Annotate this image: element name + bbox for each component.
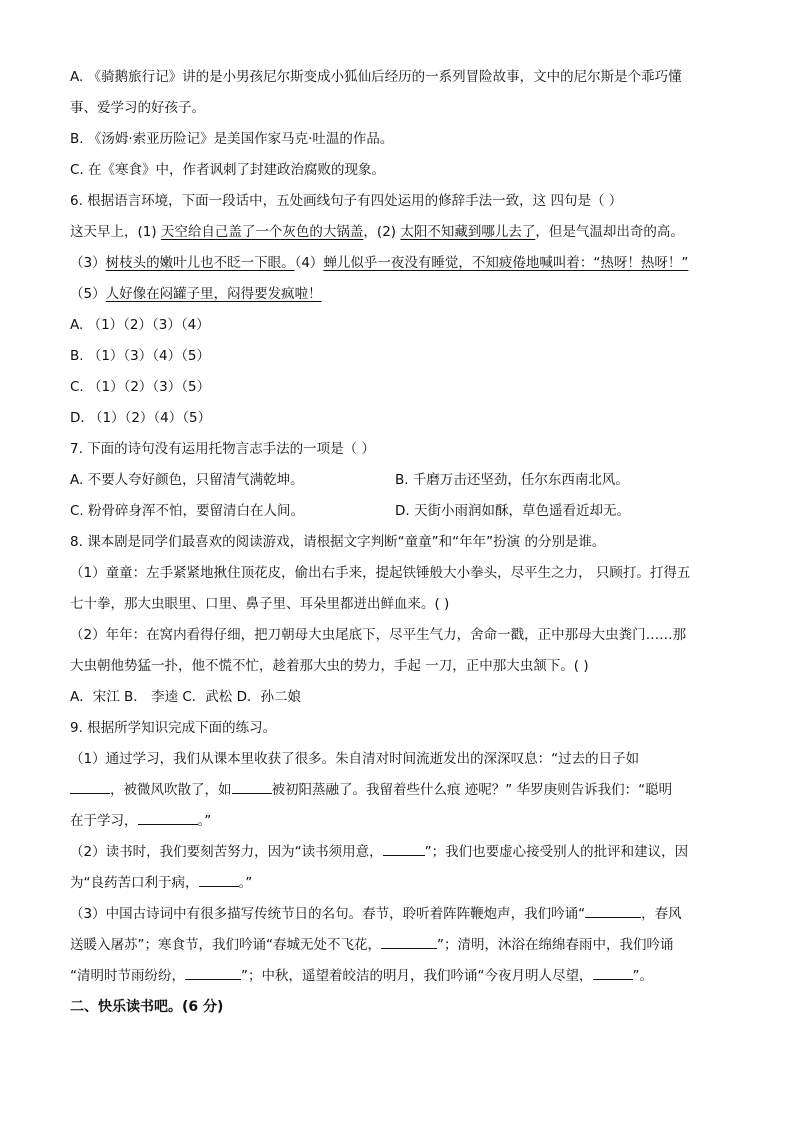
q6-sentence-3: 树枝头的嫩叶儿也不眨一下眼。	[105, 255, 295, 271]
q5-option-c: C. 在《寒食》中，作者讽刺了封建政治腐败的现象。	[70, 162, 386, 178]
q6-num-4: （4）	[294, 255, 324, 271]
q7-option-a: A. 不要人夸好颜色，只留清气满乾坤。	[70, 472, 304, 488]
q9-s2-text-b: ”；我们也要虚心接受别人的批评和建议，因	[424, 844, 689, 860]
q6-p1-mid: ，(2)	[363, 224, 401, 240]
q9-s1-text-b: 被初阳蒸融了。我留着些什么痕 迹呢？” 华罗庚则告诉我们：“聪明	[271, 782, 673, 798]
answer-blank[interactable]	[585, 901, 641, 918]
q9-s2-line1	[70, 837, 734, 868]
q9-s1-line1: （1）通过学习，我们从课本里收获了很多。朱自清对时间流逝发出的深深叹息：“过去的日子如	[70, 751, 640, 767]
q6-option-a: A. （1）（2）（3）（4）	[70, 317, 210, 333]
q9-s1-line3	[70, 806, 734, 837]
section-2-title: 二、快乐读书吧。(6 分)	[70, 999, 224, 1015]
q9-s3-text-a: （3）中国古诗词中有很多描写传统节日的名句。春节，聆听着阵阵鞭炮声，我们吟诵“	[70, 906, 586, 922]
q7-option-c: C. 粉骨碎身浑不怕，要留清白在人间。	[70, 503, 305, 519]
q8-passage2-line2: 大虫朝他势猛一扑，他不慌不忙，趁着那大虫的势力，手起 一刀，正中那大虫颔下。( )	[70, 658, 589, 674]
q6-sentence-5: 人好像在闷罐子里，闷得要发疯啦！	[105, 286, 322, 302]
q9-stem: 9. 根据所学知识完成下面的练习。	[70, 720, 277, 736]
q7-option-d: D. 天街小雨润如酥，草色遥看近却无。	[395, 503, 630, 519]
answer-blank[interactable]	[383, 839, 425, 856]
q6-sentence-2: 太阳不知藏到哪儿去了	[400, 224, 536, 240]
answer-blank[interactable]	[232, 777, 272, 794]
q9-s3-line2	[70, 930, 734, 961]
q8-stem: 8. 课本剧是同学们最喜欢的阅读游戏，请根据文字判断“童童”和“年年”扮演 的分别是谁。	[70, 534, 606, 550]
q9-s3-text-b: ，春风	[641, 906, 682, 922]
q9-s3-text-g: ”。	[632, 968, 653, 984]
q6-sentence-1: 天空给自己盖了一个灰色的大锅盖	[160, 224, 364, 240]
q9-s3-text-f: ”；中秋，遥望着皎洁的明月，我们吟诵“今夜月明人尽望，	[241, 968, 593, 984]
answer-blank[interactable]	[138, 808, 198, 825]
q6-passage-line2	[70, 248, 734, 279]
q5-option-b: B. 《汤姆·索亚历险记》是美国作家马克·吐温的作品。	[70, 131, 394, 147]
q8-options: A．宋江 B． 李逵 C．武松 D．孙二娘	[70, 689, 301, 705]
q9-s2-text-c: 为“良药苦口利于病，	[70, 875, 199, 891]
q7-stem: 7. 下面的诗句没有运用托物言志手法的一项是（ ）	[70, 441, 375, 457]
q9-s3-text-d: ”；清明，沐浴在绵绵春雨中，我们吟诵	[437, 937, 674, 953]
q6-passage-line3	[70, 279, 734, 310]
q9-s2-line2	[70, 868, 734, 899]
q9-s3-text-c: 送暖入屠苏”；寒食节，我们吟诵“春城无处不飞花，	[70, 937, 381, 953]
q9-s3-text-e: “清明时节雨纷纷，	[70, 968, 185, 984]
q9-s1-line2	[70, 775, 734, 806]
q6-option-b: B. （1）（3）（4）（5）	[70, 348, 210, 364]
q9-s2-text-a: （2）读书时，我们要刻苦努力，因为“读书须用意，	[70, 844, 383, 860]
q9-s1-text-d: 。”	[197, 813, 212, 829]
answer-blank[interactable]	[70, 777, 110, 794]
q9-s1-text-a: ，被微风吹散了，如	[110, 782, 232, 798]
q8-passage2-line1: （2）年年：在窝内看得仔细，把刀朝母大虫尾底下，尽平生气力，舍命一戳，正中那母大虫粪门……那	[70, 627, 687, 643]
q8-passage1-line2: 七十拳，那大虫眼里、口里、鼻子里、耳朵里都迸出鲜血来。( )	[70, 596, 450, 612]
q6-p1-post: ，但是气温却出奇的高。	[535, 224, 684, 240]
answer-blank[interactable]	[185, 963, 241, 980]
q9-s3-line3	[70, 961, 734, 992]
q6-p1-pre: 这天早上，(1)	[70, 224, 161, 240]
answer-blank[interactable]	[593, 963, 633, 980]
q6-option-c: C. （1）（2）（3）（5）	[70, 379, 211, 395]
q9-s3-line1	[70, 899, 734, 930]
q5-option-a-line2: 事、爱学习的好孩子。	[70, 100, 205, 116]
q6-stem: 6. 根据语言环境，下面一段话中，五处画线句子有四处运用的修辞手法一致，这 四句是（ ）	[70, 193, 623, 209]
q6-num-5: （5）	[70, 286, 106, 302]
q7-option-b: B. 千磨万击还坚劲，任尔东西南北风。	[395, 472, 629, 488]
answer-blank[interactable]	[199, 870, 239, 887]
q9-s2-text-d: 。”	[238, 875, 253, 891]
q6-option-d: D. （1）（2）（4）（5）	[70, 410, 212, 426]
q8-passage1-line1: （1）童童：左手紧紧地揪住顶花皮，偷出右手来，提起铁锤般大小拳头，尽平生之力， 只顾打。打得五	[70, 565, 691, 581]
q7-options-row1	[70, 465, 734, 496]
q6-num-3: （3）	[70, 255, 106, 271]
q9-s1-text-c: 在于学习，	[70, 813, 138, 829]
q5-option-a-line1: A. 《骑鹅旅行记》讲的是小男孩尼尔斯变成小狐仙后经历的一系列冒险故事，文中的尼尔斯是个乖巧懂	[70, 69, 682, 85]
q7-options-row2	[70, 496, 734, 527]
q6-sentence-4: 蝉儿似乎一夜没有睡觉，不知疲倦地喊叫着：“热呀！热呀！”	[323, 255, 689, 271]
q6-passage-line1	[70, 217, 734, 248]
answer-blank[interactable]	[381, 932, 437, 949]
